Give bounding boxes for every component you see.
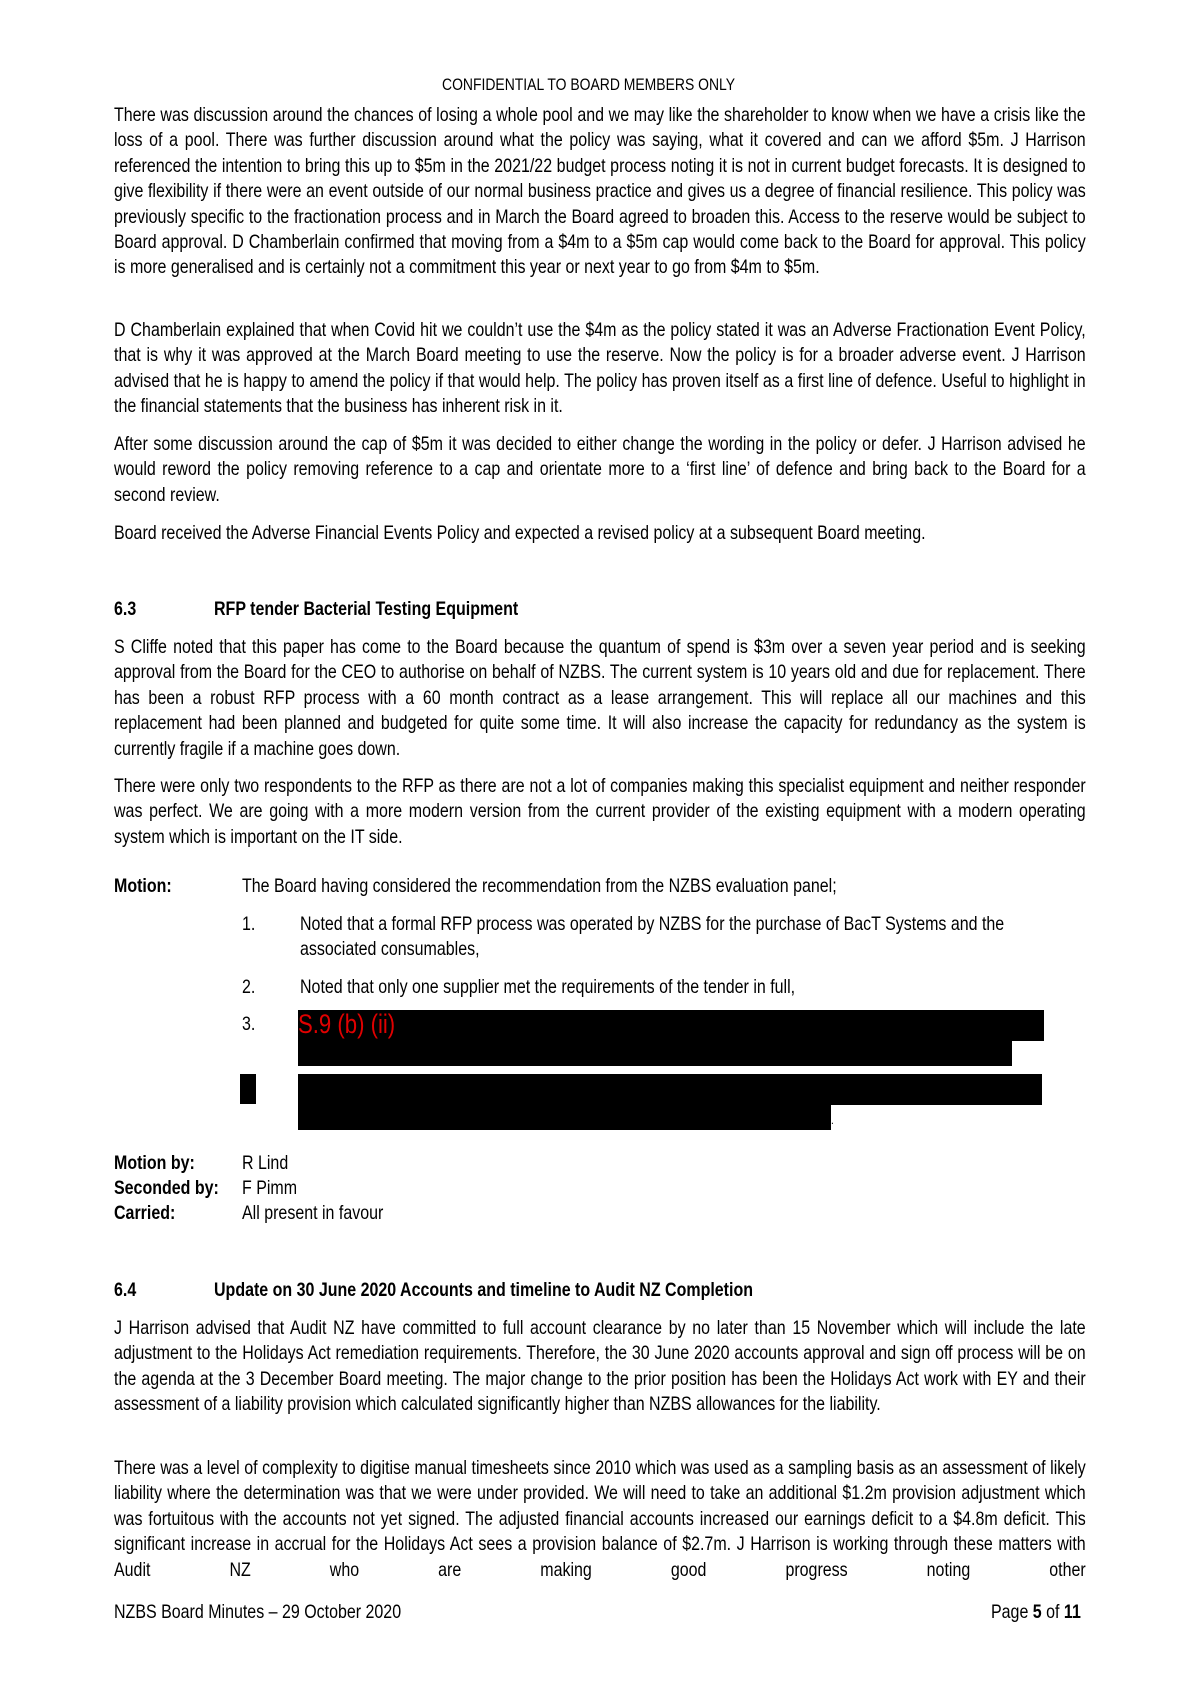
paragraph: There was discussion around the chances of losing a whole pool and we may like the shareholder to know when we have a crisis like the loss of a pool. There was further discussion around what the policy was saying, what it covered and can we afford $5m. J Harrison referenced the intention to bring this up to $5m in the 2021/22 budget process noting it is not in current budget forecasts. It is designed to give flexibility if there were an event outside of our normal business practice and gives us a degree of financial resilience. This policy was previously specific to the fractionation process and in March the Board agreed to broaden this. Access to the reserve would be subject to Board approval. D Chamberlain confirmed that moving from a $4m to a $5m cap would come back to the Board for approval. This policy is more generalised and is certainly not a commitment this year or next year to go from $4m to $5m. xyxy=(114,104,1086,279)
redaction-box xyxy=(298,1074,1042,1105)
trailing-period: . xyxy=(831,1113,834,1127)
seconded-by-label: Seconded by: xyxy=(114,1177,219,1199)
motion-text: The Board having considered the recommendation from the NZBS evaluation panel; xyxy=(242,875,837,897)
paragraph: There was a level of complexity to digitise manual timesheets since 2010 which was used as a sampling basis as an assessment of likely liability where the determination was that we were under provided. We will need to take an additional $1.2m provision adjustment which was fortuitous with the accounts not yet signed. The adjusted financial accounts increased our earnings deficit to a $4.8m deficit. This significant increase in accrual for the Holidays Act sees a provision balance of $2.7m. J Harrison is working through these matters with Audit NZ who are making good progress noting other xyxy=(114,1457,1086,1581)
section-number: 6.3 xyxy=(114,598,137,620)
redaction-box xyxy=(298,1010,1044,1041)
section-title: Update on 30 June 2020 Accounts and timeline to Audit NZ Completion xyxy=(214,1279,753,1301)
redaction-box xyxy=(298,1104,831,1130)
seconded-by: F Pimm xyxy=(242,1177,298,1199)
paragraph: After some discussion around the cap of $5m it was decided to either change the wording in the policy or defer. J Harrison advised he would reword the policy removing reference to a cap and orientate more to a ‘first line’ of defence and bring back to the Board for a second review. xyxy=(114,433,1086,506)
paragraph: J Harrison advised that Audit NZ have committed to full account clearance by no later than 15 November which will include the late adjustment to the Holidays Act remediation requirements. Therefore, the 30 June 2020 accounts approval and sign off process will be on the agenda at the 3 December Board meeting. The major change to the prior position has been the Holidays Act work with EY and their assessment of a liability provision which calculated significantly higher than NZBS allowances for the liability. xyxy=(114,1317,1086,1416)
page-of: of xyxy=(1041,1601,1064,1623)
item-number: 3. xyxy=(242,1013,256,1035)
section-number: 6.4 xyxy=(114,1279,137,1301)
motion-label: Motion: xyxy=(114,875,172,897)
total-pages: 11 xyxy=(1063,1601,1081,1623)
paragraph: S Cliffe noted that this paper has come to the Board because the quantum of spend is $3m over a seven year period and is seeking approval from the Board for the CEO to authorise on behalf of NZBS. The current system is 10 years old and due for replacement. There has been a robust RFP process with a 60 month contract as a lease arrangement. This will replace all our machines and this replacement had been planned and budgeted for quite some time. It will also increase the capacity for redundancy as the system is currently fragile if a machine goes down. xyxy=(114,636,1086,760)
paragraph: There were only two respondents to the RFP as there are not a lot of companies making this specialist equipment and neither responder was perfect. We are going with a more modern version from the current provider of the existing equipment with a modern operating system which is important on the IT side. xyxy=(114,775,1086,848)
carried-label: Carried: xyxy=(114,1202,176,1224)
motion-by: R Lind xyxy=(242,1152,289,1174)
redaction-box xyxy=(298,1040,1012,1066)
item-number: 2. xyxy=(242,976,256,998)
page-prefix: Page xyxy=(991,1601,1033,1623)
paragraph: D Chamberlain explained that when Covid hit we couldn’t use the $4m as the policy stated it was an Adverse Fractionation Event Policy, that is why it was approved at the March Board meeting to use the reserve. Now the policy is for a broader adverse event. J Harrison advised that he is happy to amend the policy if that would help. The policy has proven itself as a first line of defence. Useful to highlight in the financial statements that the business has inherent risk in it. xyxy=(114,319,1086,418)
item-number: 1. xyxy=(242,913,256,935)
paragraph: Board received the Adverse Financial Events Policy and expected a revised policy at a subsequent Board meeting. xyxy=(114,522,926,544)
confidential-header: CONFIDENTIAL TO BOARD MEMBERS ONLY xyxy=(442,75,736,94)
motion-item: Noted that a formal RFP process was operated by NZBS for the purchase of BacT Systems and the associated consumables, xyxy=(300,913,1005,961)
current-page: 5 xyxy=(1032,1601,1042,1623)
footer-title: NZBS Board Minutes – 29 October 2020 xyxy=(114,1601,402,1623)
carried: All present in favour xyxy=(242,1202,384,1224)
redaction-label: S.9 (b) (ii) xyxy=(298,1009,396,1039)
motion-by-label: Motion by: xyxy=(114,1152,195,1174)
page-number xyxy=(991,1600,1081,1625)
redaction-box xyxy=(240,1074,256,1104)
section-title: RFP tender Bacterial Testing Equipment xyxy=(214,598,519,620)
motion-item: Noted that only one supplier met the requirements of the tender in full, xyxy=(300,976,796,998)
